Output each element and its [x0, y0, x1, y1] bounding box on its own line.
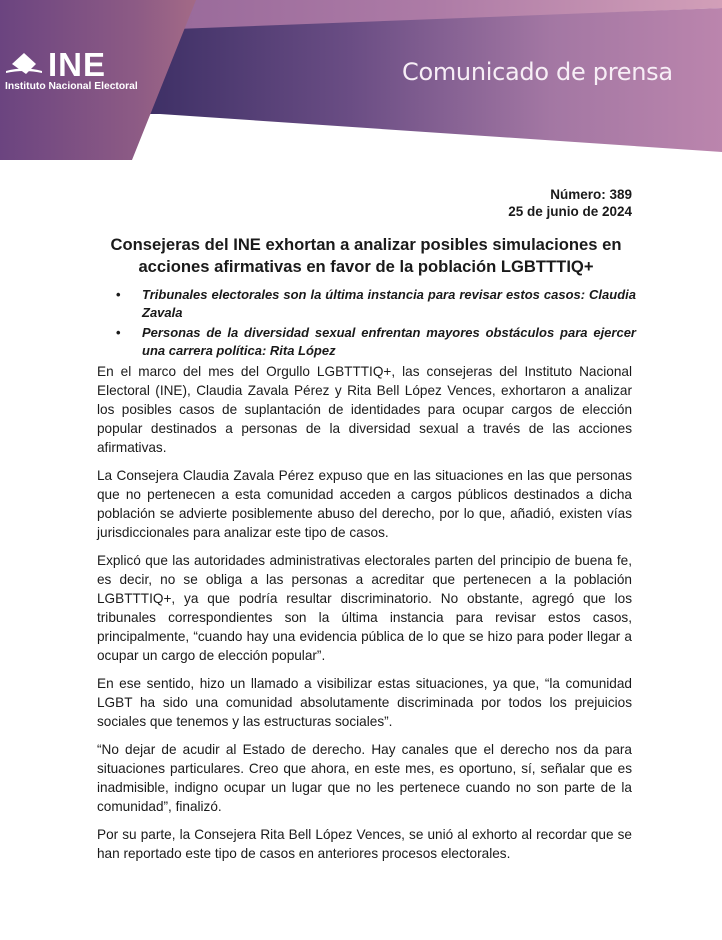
release-number: Número: 389	[550, 187, 632, 202]
paragraph: Por su parte, la Consejera Rita Bell López Vences, se unió al exhorto al recordar que se han reportado este tipo de casos en anteriores procesos electorales.	[97, 827, 632, 861]
paragraph: En ese sentido, hizo un llamado a visibilizar estas situaciones, ya que, “la comunidad LGBT ha sido una comunidad absolutamente discriminada por todos los prejuicios sociales que tenemos y las estructuras sociales”.	[97, 676, 632, 729]
bullet-icon: •	[116, 325, 121, 340]
logo-wordmark: INE	[48, 46, 107, 83]
paragraph: “No dejar de acudir al Estado de derecho. Hay canales que el derecho nos da para situaciones particulares. Creo que ahora, en este mes, es oportuno, sí, señalar que es inadmisible, indigno ocupar un lugar que no les pertenece cuando no son parte de la comunidad”, finalizó.	[97, 742, 632, 814]
press-header-banner	[0, 0, 722, 160]
bullet-item	[116, 324, 636, 360]
press-release-title: Comunicado de prensa	[402, 58, 673, 86]
bullet-text: Personas de la diversidad sexual enfrentan mayores obstáculos para ejercer una carrera política: Rita López	[142, 325, 636, 358]
ine-logo	[4, 46, 138, 98]
ballot-box-icon	[4, 52, 44, 78]
paragraph: En el marco del mes del Orgullo LGBTTTIQ+, las consejeras del Instituto Nacional Electoral (INE), Claudia Zavala Pérez y Rita Bell López Vences, exhortaron a analizar los posibles casos de suplantación de identidades para ocupar cargos de elección popular destinados a personas de la diversidad sexual a través de las acciones afirmativas.	[97, 364, 632, 455]
logo-subtitle: Instituto Nacional Electoral	[5, 81, 138, 92]
paragraph: Explicó que las autoridades administrativas electorales parten del principio de buena fe, es decir, no se obliga a las personas a acreditar que pertenecen a la población LGBTTTIQ+, ya que podría resultar discriminatorio. No obstante, agregó que los tribunales correspondientes son la última instancia para revisar estos casos, principalmente, “cuando hay una evidencia pública de lo que se hizo para poder llegar a ocupar un cargo de elección popular”.	[97, 553, 632, 663]
headline: Consejeras del INE exhortan a analizar posibles simulaciones en acciones afirmativas en favor de la población LGBTTTIQ+	[110, 235, 622, 276]
bullet-text: Tribunales electorales son la última instancia para revisar estos casos: Claudia Zavala	[142, 287, 636, 320]
paragraph: La Consejera Claudia Zavala Pérez expuso que en las situaciones en las que personas que no pertenecen a esta comunidad acceden a cargos públicos destinados a dicha población se advierte posiblemente abuso del derecho, por lo que, añadió, existen vías jurisdiccionales para analizar este tipo de casos.	[97, 468, 632, 540]
bullet-icon: •	[116, 287, 121, 302]
release-date: 25 de junio de 2024	[508, 204, 632, 219]
summary-bullets	[116, 286, 636, 362]
bullet-item	[116, 286, 636, 322]
article-body	[97, 362, 632, 872]
release-meta	[508, 186, 632, 220]
